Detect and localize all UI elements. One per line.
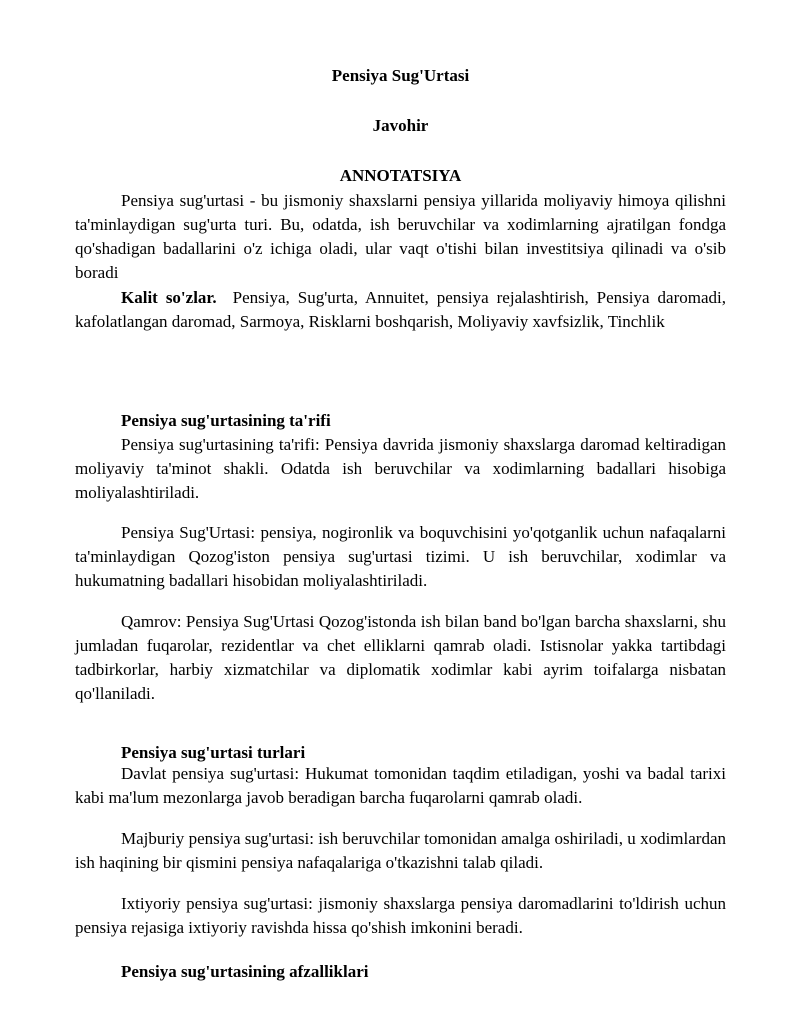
section-heading: Pensiya sug'urtasining afzalliklari bbox=[121, 962, 369, 981]
section-heading: Pensiya sug'urtasining ta'rifi bbox=[121, 411, 331, 430]
keywords-paragraph bbox=[75, 286, 726, 334]
annotation-heading: ANNOTATSIYA bbox=[339, 166, 462, 185]
section-paragraph: Pensiya Sug'Urtasi: pensiya, nogironlik va boquvchisini yo'qotganlik uchun nafaqalarni ta'minlaydigan Qozog'iston pensiya sug'urtasi tizimi. U ish beruvchilar, xodimlar va hukumatning badallari hisobidan moliyalashtiriladi. bbox=[75, 523, 726, 590]
section-paragraph: Ixtiyoriy pensiya sug'urtasi: jismoniy shaxslarga pensiya daromadlarini to'ldirish uchun pensiya rejasiga ixtiyoriy ravishda hissa qo'shish imkonini beradi. bbox=[75, 894, 726, 937]
section-paragraph: Pensiya sug'urtasining ta'rifi: Pensiya davrida jismoniy shaxslarga daromad keltiradigan moliyaviy ta'minot shakli. Odatda ish beruvchilar va xodimlarning badallari hisobiga moliyalashtiriladi. bbox=[75, 435, 726, 502]
author-name: Javohir bbox=[372, 116, 429, 135]
section-heading: Pensiya sug'urtasi turlari bbox=[121, 743, 306, 762]
keywords-label: Kalit so'zlar. bbox=[121, 288, 217, 307]
section-paragraph: Davlat pensiya sug'urtasi: Hukumat tomonidan taqdim etiladigan, yoshi va badal tarixi kabi ma'lum mezonlarga javob beradigan barcha fuqarolarni qamrab oladi. bbox=[75, 764, 726, 807]
keywords-text: Pensiya, Sug'urta, Annuitet, pensiya rejalashtirish, Pensiya daromadi, kafolatlangan daromad, Sarmoya, Risklarni boshqarish, Moliyaviy xavfsizlik, Tinchlik bbox=[75, 288, 726, 331]
document-title: Pensiya Sug'Urtasi bbox=[331, 66, 470, 85]
section-paragraph: Qamrov: Pensiya Sug'Urtasi Qozog'istonda ish bilan band bo'lgan barcha shaxslarni, shu jumladan fuqarolar, rezidentlar va chet elliklarni qamrab oladi. Istisnolar yakka tartibdagi tadbirkorlar, harbiy xizmatchilar va diplomatik xodimlar kabi ayrim toifalarga nisbatan qo'llaniladi. bbox=[75, 612, 726, 703]
annotation-text: Pensiya sug'urtasi - bu jismoniy shaxslarni pensiya yillarida moliyaviy himoya qilishni ta'minlaydigan sug'urta turi. Bu, odatda, ish beruvchilar va xodimlarning ajratilgan fondga qo'shadigan badallarini o'z ichiga oladi, ular vaqt o'tishi bilan investitsiya qilinadi va o'sib boradi bbox=[75, 191, 726, 282]
section-paragraph: Majburiy pensiya sug'urtasi: ish beruvchilar tomonidan amalga oshiriladi, u xodimlardan ish haqining bir qismini pensiya nafaqalariga o'tkazishni talab qiladi. bbox=[75, 829, 726, 872]
